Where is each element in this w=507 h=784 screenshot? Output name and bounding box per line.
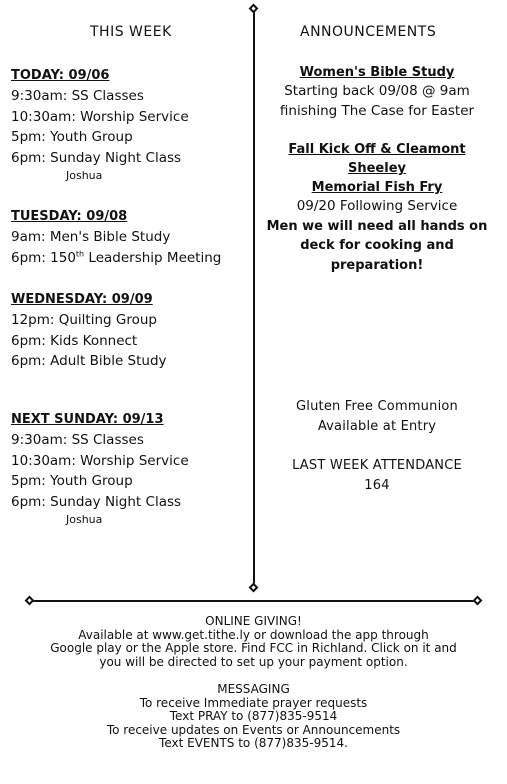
attendance-value: 164	[364, 477, 390, 493]
today-day-label: TODAY: 09/06	[11, 68, 110, 83]
schedule-item-text: Leadership Meeting	[84, 249, 222, 266]
announcements-heading: ANNOUNCEMENTS	[300, 24, 437, 40]
wednesday-day-label: WEDNESDAY: 09/09	[11, 292, 153, 307]
announcement-callout: Men we will need all hands on	[266, 218, 488, 234]
next-sunday-day-label: NEXT SUNDAY: 09/13	[11, 412, 164, 427]
schedule-item: 10:30am: Worship Service	[11, 108, 189, 125]
schedule-item: 6pm: Adult Bible Study	[11, 353, 167, 369]
schedule-item: 9am: Men's Bible Study	[11, 229, 171, 245]
today-section	[11, 66, 189, 184]
schedule-item: 6pm: Sunday Night Class	[11, 493, 182, 510]
schedule-item: 9:30am: SS Classes	[11, 88, 144, 104]
online-giving-section	[0, 615, 507, 669]
vertical-divider	[253, 8, 255, 588]
horizontal-divider	[30, 600, 478, 602]
schedule-item: 9:30am: SS Classes	[11, 432, 144, 448]
divider-diamond-bottom	[249, 583, 259, 593]
schedule-subnote: Joshua	[66, 169, 103, 182]
messaging-text: Text PRAY to (877)835-9514	[169, 709, 338, 724]
this-week-heading: THIS WEEK	[90, 24, 172, 40]
divider-diamond-top	[249, 4, 259, 14]
schedule-item: 5pm: Youth Group	[11, 473, 133, 489]
announcement-text: 09/20 Following Service	[296, 198, 458, 214]
announcement-callout: preparation!	[330, 257, 424, 273]
schedule-item: 6pm: Sunday Night Class	[11, 149, 182, 166]
ordinal-suffix: th	[75, 249, 85, 258]
wednesday-section	[11, 290, 167, 372]
attendance-label: LAST WEEK ATTENDANCE	[292, 458, 462, 473]
announcement-callout: deck for cooking and	[300, 238, 454, 253]
schedule-item: 5pm: Youth Group	[11, 129, 133, 145]
announcement-text: finishing The Case for Easter	[279, 102, 475, 119]
tuesday-section	[11, 207, 221, 268]
announcement-text: Available at Entry	[317, 418, 437, 434]
schedule-item: 12pm: Quilting Group	[11, 312, 157, 328]
next-sunday-section	[11, 410, 189, 528]
schedule-item-text: 6pm: 150	[11, 249, 76, 266]
womens-bible-study-announcement	[258, 63, 496, 121]
schedule-item: 10:30am: Worship Service	[11, 452, 189, 469]
messaging-text: To receive Immediate prayer requests	[139, 695, 368, 710]
messaging-text: To receive updates on Events or Announcements	[106, 722, 401, 737]
online-giving-text: Google play or the Apple store. Find FCC in Richland. Click on it and	[50, 641, 457, 656]
schedule-item	[11, 248, 221, 269]
announcement-title: Fall Kick Off & Cleamont Sheeley	[288, 142, 466, 176]
online-giving-text: Available at www.get.tithe.ly or download the app through	[78, 627, 429, 642]
divider-diamond-left	[25, 596, 35, 606]
gluten-free-announcement	[258, 397, 496, 436]
online-giving-text: you will be directed to set up your payment option.	[99, 654, 408, 669]
announcement-text: Starting back 09/08 @ 9am	[284, 83, 470, 99]
announcement-text: Gluten Free Communion	[296, 399, 458, 414]
tuesday-day-label: TUESDAY: 09/08	[11, 209, 128, 224]
messaging-text: Text EVENTS to (877)835-9514.	[159, 736, 348, 751]
attendance-announcement	[258, 456, 496, 495]
fall-kickoff-announcement	[258, 140, 496, 275]
schedule-item: 6pm: Kids Konnect	[11, 332, 138, 349]
messaging-section	[0, 683, 507, 751]
announcement-title: Women's Bible Study	[299, 65, 455, 80]
schedule-subnote: Joshua	[66, 513, 103, 526]
online-giving-heading: ONLINE GIVING!	[205, 614, 302, 628]
divider-diamond-right	[473, 596, 483, 606]
messaging-heading: MESSAGING	[217, 682, 290, 696]
announcement-title: Memorial Fish Fry	[311, 180, 443, 195]
